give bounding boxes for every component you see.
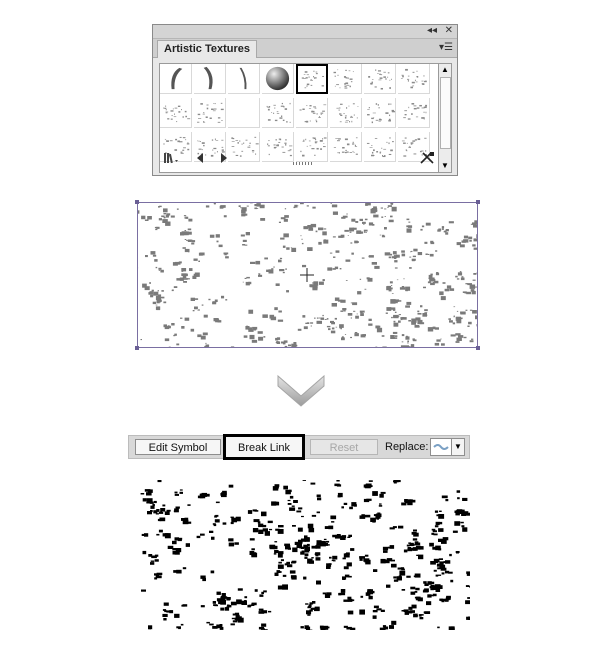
expanded-texture-result — [140, 480, 470, 630]
symbol-texture-grain[interactable] — [398, 64, 430, 94]
symbol-control-bar — [128, 435, 470, 459]
symbol-sphere[interactable] — [262, 64, 294, 94]
symbol-empty[interactable] — [228, 98, 260, 128]
resize-grip[interactable] — [293, 162, 313, 165]
symbol-texture-crosshatch[interactable] — [364, 64, 396, 94]
symbol-texture-smear[interactable] — [296, 98, 328, 128]
scroll-up-icon[interactable]: ▲ — [441, 65, 449, 74]
previous-icon[interactable] — [195, 151, 205, 169]
symbol-texture-dots-selected[interactable] — [296, 64, 328, 94]
edit-symbol-button[interactable]: Edit Symbol — [135, 439, 221, 455]
close-icon[interactable]: ✕ — [444, 25, 453, 36]
symbol-brush-stroke-3[interactable] — [228, 64, 260, 94]
center-point-icon — [300, 268, 314, 282]
break-link-button[interactable]: Break Link — [223, 434, 305, 460]
chevron-down-icon[interactable]: ▼ — [452, 438, 465, 456]
replace-label: Replace: — [385, 441, 429, 453]
next-icon[interactable] — [219, 151, 229, 169]
selection-handle-bottom-left[interactable] — [135, 346, 139, 350]
symbols-panel — [152, 24, 458, 176]
replace-symbol-swatch[interactable] — [430, 438, 452, 456]
symbol-brush-stroke-2[interactable] — [194, 64, 226, 94]
tab-artistic-textures[interactable]: Artistic Textures — [157, 40, 257, 58]
panel-titlebar — [153, 25, 457, 39]
collapse-icon[interactable]: ◂◂ — [426, 25, 437, 36]
selection-handle-top-left[interactable] — [135, 200, 139, 204]
scroll-down-icon[interactable]: ▼ — [441, 161, 449, 170]
selection-handle-top-right[interactable] — [476, 200, 480, 204]
symbol-brush-stroke-1[interactable] — [160, 64, 192, 94]
symbol-texture-tangles[interactable] — [364, 98, 396, 128]
symbol-texture-speckle[interactable] — [160, 98, 192, 128]
symbol-texture-scratch[interactable] — [330, 98, 362, 128]
panel-menu-icon[interactable]: ▾☰ — [439, 42, 453, 53]
selection-handle-bottom-right[interactable] — [476, 346, 480, 350]
symbol-texture-swirl[interactable] — [262, 98, 294, 128]
symbol-texture-scribble[interactable] — [330, 64, 362, 94]
symbol-texture-dust[interactable] — [194, 98, 226, 128]
symbol-texture-wisp[interactable] — [398, 98, 430, 128]
library-icon[interactable] — [163, 151, 181, 169]
panel-bottom-bar — [153, 149, 457, 167]
scroll-thumb[interactable] — [440, 77, 451, 149]
break-link-icon[interactable] — [419, 151, 435, 169]
chevron-down-icon — [276, 368, 326, 408]
reset-button[interactable]: Reset — [310, 439, 378, 455]
tab-row — [153, 39, 457, 58]
